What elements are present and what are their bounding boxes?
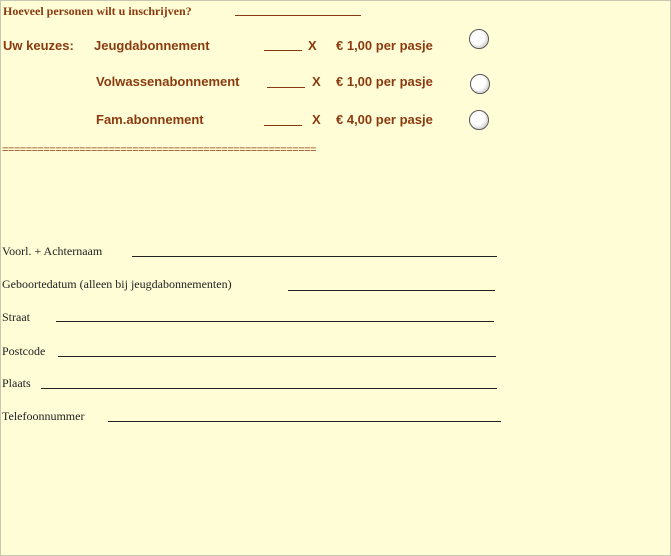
choices-label: Uw keuzes:: [3, 38, 74, 53]
street-input[interactable]: [56, 308, 494, 322]
youth-times: X: [308, 38, 317, 53]
count-question: Hoeveel personen wilt u inschrijven?: [3, 4, 192, 18]
postcode-input[interactable]: [58, 343, 496, 357]
name-label: Voorl. + Achternaam: [2, 244, 103, 258]
youth-radio-button[interactable]: [469, 29, 489, 49]
city-input[interactable]: [41, 375, 497, 389]
adult-quantity-input[interactable]: [267, 74, 305, 88]
count-input[interactable]: [235, 2, 361, 16]
phone-input[interactable]: [108, 408, 501, 422]
city-label: Plaats: [2, 376, 31, 390]
family-price: € 4,00 per pasje: [336, 112, 433, 127]
family-radio-button[interactable]: [469, 110, 489, 130]
phone-label: Telefoonnummer: [2, 409, 85, 423]
postcode-label: Postcode: [2, 344, 46, 358]
name-input[interactable]: [132, 243, 497, 257]
youth-price: € 1,00 per pasje: [336, 38, 433, 53]
adult-times: X: [312, 74, 321, 89]
youth-quantity-input[interactable]: [264, 37, 302, 51]
subscription-name-youth: Jeugdabonnement: [94, 38, 210, 53]
adult-radio-button[interactable]: [470, 74, 490, 94]
adult-price: € 1,00 per pasje: [336, 74, 433, 89]
birthdate-label: Geboortedatum (alleen bij jeugdabonnementen): [2, 277, 232, 291]
separator-line: =====================================================: [2, 144, 316, 156]
family-quantity-input[interactable]: [264, 112, 302, 126]
birthdate-input[interactable]: [288, 277, 495, 291]
street-label: Straat: [2, 310, 30, 324]
subscription-name-family: Fam.abonnement: [96, 112, 204, 127]
family-times: X: [312, 112, 321, 127]
subscription-name-adult: Volwassenabonnement: [96, 74, 240, 89]
